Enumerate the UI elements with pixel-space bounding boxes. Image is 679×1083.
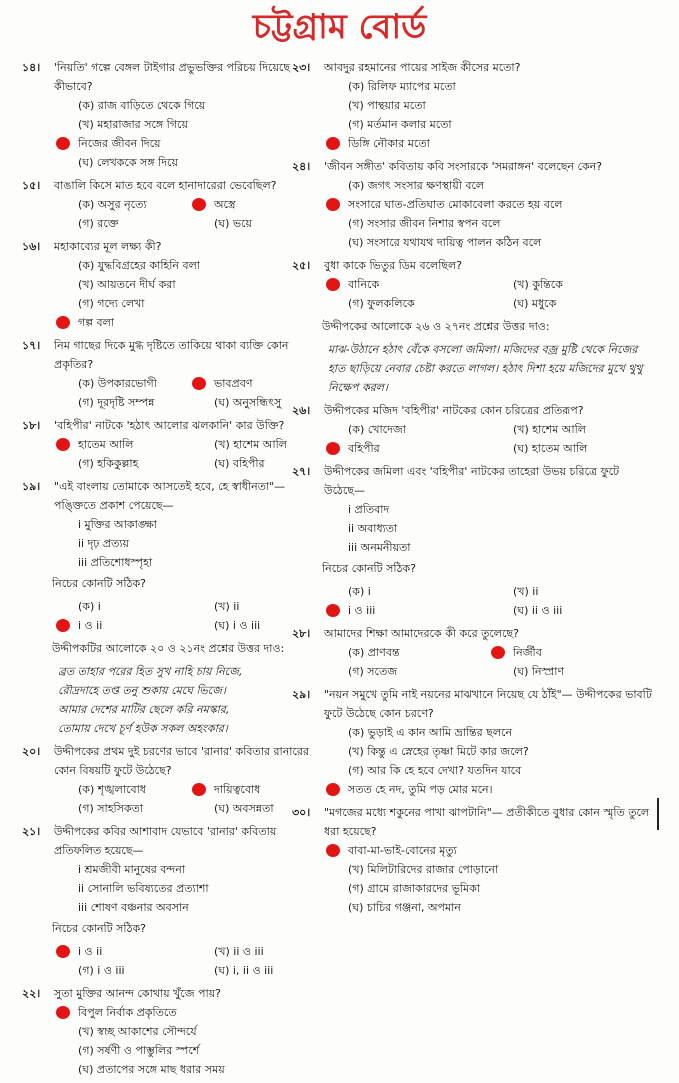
option: (খ) হাশেম আলি xyxy=(513,423,586,436)
left-column xyxy=(22,58,324,1083)
option-selected: অস্ত্রে xyxy=(188,195,324,214)
board-title: চট্টগ্রাম বোর্ড xyxy=(252,7,427,47)
option: (গ) রক্তে xyxy=(78,217,119,230)
option-selected: i ও ii xyxy=(52,942,188,961)
question-number: ১৮। xyxy=(22,419,41,432)
statement: i মুক্তির আকাঙ্ক্ষা xyxy=(78,518,157,531)
question-number: ১৯। xyxy=(22,480,41,493)
question-text: বুধা কাকে ভিতুর ডিম বলেছিল? xyxy=(324,259,463,272)
instruction: নিচের কোনটি সঠিক? xyxy=(52,922,146,935)
option: (খ) ii xyxy=(513,585,539,598)
option: (ঘ) অনুসন্ধিৎসু xyxy=(214,396,282,409)
stimulus-line: আমার দেশের মাটির ছেলে করি নমস্কার, xyxy=(58,703,230,716)
question-text: উদ্দীপকের প্রথম দুই চরণের ভাবে 'রানার' কবিতার রানারের কোন বিষয়টি ফুটে উঠেছে? xyxy=(54,745,310,777)
right-column xyxy=(292,58,652,921)
question-24 xyxy=(292,157,652,252)
question-text: উদ্দীপকের জমিলা এবং 'বহিপীর' নাটকের তাহেরা উভয় চরিত্রে ফুটে উঠেছে— xyxy=(324,465,620,497)
option: (গ) মর্তমান কলার মতো xyxy=(348,118,452,131)
question-number: ২১। xyxy=(22,825,41,838)
option: (ঘ) ii ও iii xyxy=(513,604,563,617)
option: (খ) ii xyxy=(214,600,240,613)
option: (গ) ফুলকলিকে xyxy=(348,297,415,310)
stimulus-line: ব্রত তাহার পরের হিত সুখ নাহি চায় নিজে, xyxy=(58,665,243,678)
option: (খ) মিলিটারিদের রাজার পোড়ানো xyxy=(348,863,499,876)
question-16 xyxy=(22,237,324,332)
question-15 xyxy=(22,176,324,233)
statement: iii অনমনীয়তা xyxy=(348,541,411,554)
option: (ক) খোদেজা xyxy=(348,423,406,436)
question-21 xyxy=(22,822,324,980)
option: (গ) গদ্যে লেখা xyxy=(78,297,145,310)
stimulus-heading: উদ্দীপকের আলোকে ২৬ ও ২৭নং প্রশ্নের উত্তর দাও: xyxy=(322,320,550,333)
question-26 xyxy=(292,401,652,458)
option: (গ) হকিকুল্লাহ xyxy=(78,457,139,470)
statement: ii অবাধ্যতা xyxy=(348,522,398,535)
question-text: উদ্দীপকের কবির আশাবাদ যেভাবে 'রানার' কবিতায় প্রতিফলিত হয়েছে— xyxy=(54,825,277,857)
option-selected: নির্জীব xyxy=(487,643,652,662)
instruction: নিচের কোনটি সঠিক? xyxy=(322,562,416,575)
option-selected: গল্প বলা xyxy=(52,313,324,332)
question-number: ২০। xyxy=(22,745,41,758)
option: (ঘ) i ও iii xyxy=(214,619,261,632)
option: (ক) i xyxy=(78,600,101,613)
question-text: আমাদের শিক্ষা আমাদেরকে কী করে তুলেছে? xyxy=(324,627,519,640)
option: (ক) জগৎ সংসার ক্ষণস্থায়ী বলে xyxy=(348,179,485,192)
question-18 xyxy=(22,416,324,473)
question-number: ২৮। xyxy=(292,627,311,640)
option: (ক) শৃঙ্খলাবোধ xyxy=(78,783,146,796)
question-14 xyxy=(22,58,324,172)
question-number: ২৬। xyxy=(292,404,311,417)
option: (খ) স্বচ্ছ আকাশের সৌন্দর্যে xyxy=(78,1025,197,1038)
statement: i প্রতিবাদ xyxy=(348,503,390,516)
question-number: ২৩। xyxy=(292,61,311,74)
question-number: ১৭। xyxy=(22,339,41,352)
option: (গ) দূরদৃষ্টি সম্পন্ন xyxy=(78,396,155,409)
option-selected: বানিকে xyxy=(322,275,487,294)
option-selected: সংসারে ঘাত-প্রতিঘাত মোকাবেলা করতে হয় বলে xyxy=(322,195,652,214)
option: (ঘ) চাচির গঞ্জনা, অপমান xyxy=(348,901,461,914)
option-selected: i ও iii xyxy=(322,601,487,620)
question-text: 'বহিপীর' নাটকে 'হঠাৎ আলোর ঝলকানি' কার উক্তি? xyxy=(54,419,285,432)
option: (খ) আয়তনে দীর্ঘ করা xyxy=(78,278,176,291)
question-30 xyxy=(292,803,652,917)
question-number: ২৭। xyxy=(292,465,311,478)
question-19 xyxy=(22,477,324,635)
option-selected: ডিঙ্গি নৌকার মতো xyxy=(322,134,652,153)
option: (গ) আর কি হে হবে দেখা? যতদিন যাবে xyxy=(348,764,522,777)
option-selected: বহিপীর xyxy=(322,439,487,458)
question-text: মহাকাব্যের মূল লক্ষ্য কী? xyxy=(54,240,162,253)
statement: i শ্রমজীবী মানুষের বন্দনা xyxy=(78,863,186,876)
question-text: "এই বাংলায় তোমাকে আসতেই হবে, হে স্বাধীনতা"— পঙ্ক্তিতে প্রকাশ পেয়েছে— xyxy=(54,480,286,512)
question-text: 'জীবন সঙ্গীত' কবিতায় কবি সংসারকে 'সমরাঙ্গন' বলেছেন কেন? xyxy=(324,160,603,173)
option: (গ) সংসার জীবন নিশার স্বপন বলে xyxy=(348,217,501,230)
question-20 xyxy=(22,742,324,818)
question-number: ৩০। xyxy=(292,806,311,819)
option-selected: বিপুল নির্বাক প্রকৃতিতে xyxy=(52,1003,324,1022)
option: (ঘ) বহিপীর xyxy=(214,457,265,470)
option: (ক) i xyxy=(348,585,371,598)
question-text: বাঙালি কিসে মাত হবে বলে হানাদারেরা ভেবেছিল? xyxy=(54,179,277,192)
stimulus-20-21 xyxy=(52,639,324,738)
option-selected: দায়িত্ববোধ xyxy=(188,780,324,799)
option: (ঘ) মধুকে xyxy=(513,297,557,310)
option: (ক) রিলিফ ম্যাপের মতো xyxy=(348,80,456,93)
question-text: 'নিয়তি' গল্পে বেঙ্গল টাইগার প্রভুভক্তির পরিচয় দিয়েছে কীভাবে? xyxy=(54,61,291,93)
option: (ক) যুদ্ধবিগ্রহের কাহিনি বলা xyxy=(78,259,200,272)
question-text: "মগজের মধ্যে শকুনের পাখা ঝাপটানি"— প্রতীকীতে বুধার কোন স্মৃতি তুলে ধরা হয়েছে? xyxy=(324,806,650,838)
option-selected: হাতেম আলি xyxy=(52,435,188,454)
question-text: উদ্দীপকের মজিদ 'বহিপীর' নাটকের কোন চরিত্রের প্রতিরূপ? xyxy=(324,404,584,417)
margin-mark xyxy=(657,798,659,830)
option-selected: i ও ii xyxy=(52,616,188,635)
option: (গ) i ও iii xyxy=(78,964,125,977)
instruction: নিচের কোনটি সঠিক? xyxy=(52,577,146,590)
question-number: ২৪। xyxy=(292,160,311,173)
question-23 xyxy=(292,58,652,153)
option-selected: বাবা-মা-ভাই-বোনের মৃত্যু xyxy=(322,841,652,860)
option: (ঘ) হাতেম আলি xyxy=(513,442,588,455)
question-29 xyxy=(292,685,652,799)
option-selected: সতত হে নদ, তুমি পড় মোর মনে। xyxy=(322,780,652,799)
question-number: ২৯। xyxy=(292,688,311,701)
question-22 xyxy=(22,984,324,1079)
option: (গ) সর্ষণী ও পাম্ভুলির স্পর্শে xyxy=(78,1044,200,1057)
statement: iii প্রতিশোধস্পৃহা xyxy=(78,556,153,569)
question-text: "নয়ন সমুখে তুমি নাই নয়নের মাঝখানে নিয়েছ যে ঠাঁই"— উদ্দীপকের ভাবটি ফুটে উঠেছে কোন চরণে? xyxy=(324,688,652,720)
question-text: সুতা মুক্তির আনন্দ কোথায় খুঁজে পায়? xyxy=(54,987,222,1000)
option: (ঘ) নিস্প্রাণ xyxy=(513,665,565,678)
option: (ক) অসুর নৃত্যে xyxy=(78,198,147,211)
option: (খ) মহারাজার সঙ্গে গিয়ে xyxy=(78,118,188,131)
option-selected: ভাবপ্রবণ xyxy=(188,374,324,393)
stimulus-line: রৌদ্রদাহে তপ্ত তনু শুকায় মেঘে ভিজে। xyxy=(58,684,226,697)
statement: ii সোনালি ভবিষ্যতের প্রত্যাশা xyxy=(78,882,209,895)
statement: iii শোষণ বঞ্চনার অবসান xyxy=(78,901,189,914)
question-number: ১৫। xyxy=(22,179,41,192)
stimulus-heading: উদ্দীপকটির আলোকে ২০ ও ২১নং প্রশ্নের উত্তর দাও: xyxy=(52,642,285,655)
option: (খ) ii ও iii xyxy=(214,945,264,958)
question-text: নিম গাছের দিকে মুগ্ধ দৃষ্টিতে তাকিয়ে থাকা ব্যক্তি কোন প্রকৃতির? xyxy=(54,339,289,371)
question-25 xyxy=(292,256,652,313)
option: (ঘ) i, ii ও iii xyxy=(214,964,274,977)
statement: ii দৃঢ় প্রত্যয় xyxy=(78,537,130,550)
stimulus-line: তোমায় দেখে চূর্ণ হউক সকল অহংকার। xyxy=(58,722,228,735)
stimulus-26-27 xyxy=(322,317,652,397)
option: (ক) উপকারভোগী xyxy=(78,377,157,390)
option: (খ) হাশেম আলি xyxy=(214,438,287,451)
option-selected: নিজের জীবন দিয়ে xyxy=(52,134,324,153)
option: (ক) রাজ বাড়িতে থেকে গিয়ে xyxy=(78,99,206,112)
option: (ঘ) সংসারে যথাযথ দায়িত্ব পালন কঠিন বলে xyxy=(348,236,542,249)
option: (গ) সাহসিকতা xyxy=(78,802,144,815)
question-27 xyxy=(292,462,652,620)
question-number: ২৫। xyxy=(292,259,311,272)
question-28 xyxy=(292,624,652,681)
option: (ক) প্রাণবন্ত xyxy=(348,646,400,659)
option: (খ) কিন্তু এ স্নেহের তৃষ্ণা মিটে কার জলে? xyxy=(348,745,529,758)
option: (ঘ) ভয়ে xyxy=(214,217,252,230)
option: (ক) ভুড়াই এ কান আমি ভ্রান্তির ছলনে xyxy=(348,726,513,739)
stimulus-line: মাঝ-উঠানে হঠাৎ বেঁকে বসলো জমিলা। মজিদের বজ্র মুষ্টি থেকে নিজের হাত ছাড়িয়ে নেবার চেষ্টা করতে লাগল। হঠাৎ দিশা হয়ে মজিদের মুখে থুথু নিক্ষেপ করল। xyxy=(328,343,643,394)
question-number: ১৪। xyxy=(22,61,41,74)
option: (ঘ) অবসন্নতা xyxy=(214,802,274,815)
question-text: আবদুর রহমানের পায়ের সাইজ কীসের মতো? xyxy=(324,61,521,74)
option: (খ) পান্থয়ার মতো xyxy=(348,99,426,112)
option: (ঘ) প্রতাপের সঙ্গে মাছ ধরার সময় xyxy=(78,1063,225,1076)
option: (খ) কুন্তিকে xyxy=(513,278,563,291)
question-number: ১৬। xyxy=(22,240,41,253)
question-number: ২২। xyxy=(22,987,41,1000)
option: (ঘ) লেখককে সঙ্গ দিয়ে xyxy=(78,156,178,169)
option: (গ) সতেজ xyxy=(348,665,398,678)
question-17 xyxy=(22,336,324,412)
option: (গ) গ্রামে রাজাকারদের ভূমিকা xyxy=(348,882,481,895)
